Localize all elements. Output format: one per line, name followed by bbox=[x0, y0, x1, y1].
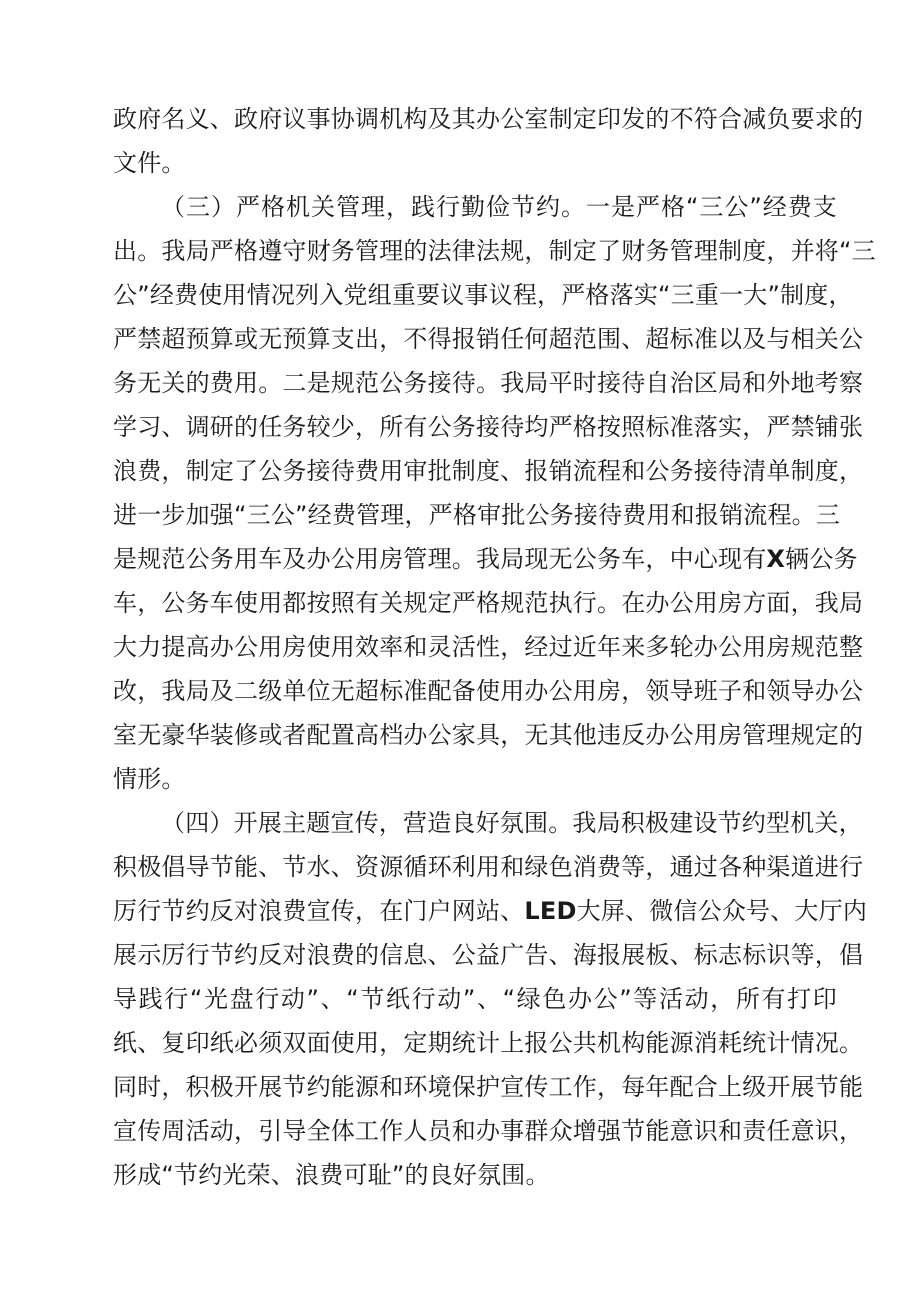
text-line: 车，公务车使用都按照有关规定严格规范执行。在办公用房方面，我局 bbox=[113, 589, 864, 617]
text-line: 厉行节约反对浪费宣传，在门户网站、LED大屏、微信公众号、大厅内 bbox=[113, 897, 868, 925]
latin-token: X bbox=[766, 545, 786, 573]
text-line: 宣传周活动，引导全体工作人员和办事群众增强节能意识和责任意识， bbox=[113, 1117, 864, 1145]
text-line: 展示厉行节约反对浪费的信息、公益广告、海报展板、标志标识等，倡 bbox=[113, 941, 864, 969]
text-line: 纸、复印纸必须双面使用，定期统计上报公共机构能源消耗统计情况。 bbox=[113, 1029, 864, 1057]
text-line: 形成“节约光荣、浪费可耻”的良好氛围。 bbox=[113, 1161, 550, 1189]
text-line: 政府名义、政府议事协调机构及其办公室制定印发的不符合减负要求的 bbox=[113, 105, 864, 133]
text-line: 同时，积极开展节约能源和环境保护宣传工作，每年配合上级开展节能 bbox=[113, 1073, 864, 1101]
paragraph-heading-line: （三）严格机关管理，践行勤俭节约。一是严格“三公”经费支 bbox=[161, 193, 837, 221]
text-line: 情形。 bbox=[113, 765, 186, 793]
text-line: 文件。 bbox=[113, 149, 186, 177]
text-line: 务无关的费用。二是规范公务接待。我局平时接待自治区局和外地考察 bbox=[113, 369, 864, 397]
text-line: 是规范公务用车及办公用房管理。我局现无公务车，中心现有X辆公务 bbox=[113, 545, 858, 573]
text-line: 积极倡导节能、节水、资源循环利用和绿色消费等，通过各种渠道进行 bbox=[113, 853, 864, 881]
text-line: 公”经费使用情况列入党组重要议事议程，严格落实“三重一大”制度， bbox=[113, 281, 853, 309]
document-body bbox=[113, 97, 876, 1197]
text-line: 大力提高办公用房使用效率和灵活性，经过近年来多轮办公用房规范整 bbox=[113, 633, 864, 661]
text-line: 改，我局及二级单位无超标准配备使用办公用房，领导班子和领导办公 bbox=[113, 677, 864, 705]
text-line: 进一步加强“三公”经费管理，严格审批公务接待费用和报销流程。三 bbox=[113, 501, 841, 529]
paragraph-heading-line: （四）开展主题宣传，营造良好氛围。我局积极建设节约型机关， bbox=[161, 809, 863, 837]
text-line: 严禁超预算或无预算支出，不得报销任何超范围、超标准以及与相关公 bbox=[113, 325, 864, 353]
text-line: 浪费，制定了公务接待费用审批制度、报销流程和公务接待清单制度， bbox=[113, 457, 864, 485]
text-line: 导践行“光盘行动”、“节纸行动”、“绿色办公”等活动，所有打印 bbox=[113, 985, 837, 1013]
text-line: 室无豪华装修或者配置高档办公家具，无其他违反办公用房管理规定的 bbox=[113, 721, 864, 749]
text-line: 出。我局严格遵守财务管理的法律法规，制定了财务管理制度，并将“三 bbox=[113, 237, 876, 265]
text-line: 学习、调研的任务较少，所有公务接待均严格按照标准落实，严禁铺张 bbox=[113, 413, 864, 441]
latin-token: LED bbox=[524, 897, 577, 925]
